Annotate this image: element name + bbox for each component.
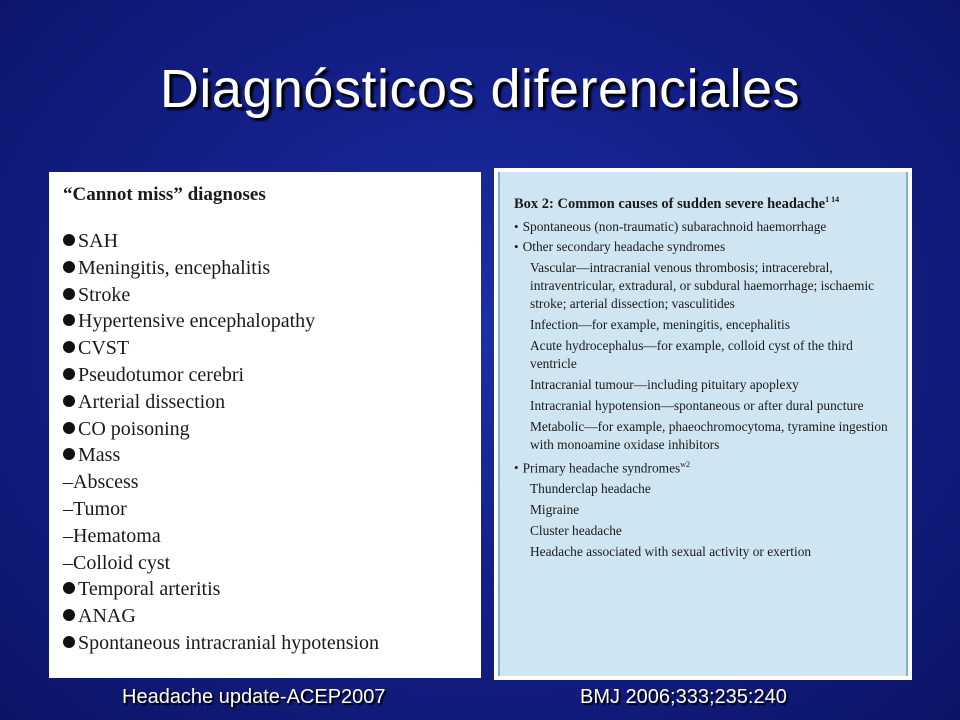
box-subitem: Migraine xyxy=(530,502,580,518)
bullet-icon xyxy=(63,261,75,273)
bullet-icon xyxy=(63,368,75,380)
bullet-icon xyxy=(63,234,75,246)
bullet-icon xyxy=(63,636,75,648)
box-content xyxy=(498,172,908,676)
box-bullet: • Other secondary headache syndromes xyxy=(514,238,726,254)
bullet-icon xyxy=(63,341,75,353)
list-item: Meningitis, encephalitis xyxy=(63,255,481,282)
list-item: ANAG xyxy=(63,603,481,630)
list-item: Hypertensive encephalopathy xyxy=(63,308,481,335)
list-subitem: –Hematoma xyxy=(63,524,161,547)
list-item: SAH xyxy=(63,228,481,255)
bullet-icon: • xyxy=(514,460,519,476)
box-subitem: Headache associated with sexual activity or exertion xyxy=(530,544,812,560)
box-subitem: Infection—for example, meningitis, encephalitis xyxy=(530,316,790,332)
box-subitem: Thunderclap headache xyxy=(530,481,651,497)
footer-citation-right: BMJ 2006;333;235:240 xyxy=(580,686,787,708)
list-item: Pseudotumor cerebri xyxy=(63,362,481,389)
box-subitem: Intracranial hypotension—spontaneous or after dural puncture xyxy=(530,397,864,413)
bullet-icon xyxy=(63,288,75,300)
common-causes-box xyxy=(494,168,912,680)
box-subitem: Acute hydrocephalus—for example, colloid cyst of the third ventricle xyxy=(530,337,853,371)
bullet-reference: w2 xyxy=(680,459,691,469)
list-item: Temporal arteritis xyxy=(63,576,481,603)
list-item: CVST xyxy=(63,335,481,362)
box-subitem: Intracranial tumour—including pituitary apoplexy xyxy=(530,376,799,392)
bullet-icon xyxy=(63,314,75,326)
bullet-icon xyxy=(63,448,75,460)
box-title-reference: 1 14 xyxy=(825,195,840,204)
list-item: Mass xyxy=(63,442,481,469)
box-subitem: Metabolic—for example, phaeochromocytoma, tyramine ingestion with monoamine oxidase inhibitors xyxy=(530,418,888,452)
bullet-icon xyxy=(63,609,75,621)
list-subitem: –Colloid cyst xyxy=(63,551,171,574)
slide-title: Diagnósticos diferenciales xyxy=(159,59,801,119)
panel-heading: “Cannot miss” diagnoses xyxy=(63,184,266,205)
footer-citation-left: Headache update-ACEP2007 xyxy=(122,686,386,708)
list-item: CO poisoning xyxy=(63,416,481,443)
box-subitem: Vascular—intracranial venous thrombosis; intracerebral, intraventricular, extradural, or subdural haemorrhage; ischaemic stroke; arterial dissection; vasculitides xyxy=(530,259,875,311)
bullet-icon xyxy=(63,582,75,594)
box-bullet: • Spontaneous (non-traumatic) subarachnoid haemorrhage xyxy=(514,218,827,234)
box-bullet: • Primary headache syndromes$^{w2}$ xyxy=(514,459,691,476)
cannot-miss-diagnoses-panel xyxy=(49,172,481,678)
box-title: Box 2: Common causes of sudden severe headache$^{1 14}$ xyxy=(514,195,840,212)
list-item: Stroke xyxy=(63,282,481,309)
diagnoses-list xyxy=(63,228,481,657)
bullet-icon xyxy=(63,422,75,434)
box-subitem: Cluster headache xyxy=(530,523,622,539)
bullet-icon xyxy=(63,395,75,407)
list-subitem: –Tumor xyxy=(63,497,127,520)
list-item: Arterial dissection xyxy=(63,389,481,416)
list-item: Spontaneous intracranial hypotension xyxy=(63,630,481,657)
bullet-icon: • xyxy=(514,238,519,254)
bullet-icon: • xyxy=(514,218,519,234)
list-subitem: –Abscess xyxy=(63,471,139,494)
